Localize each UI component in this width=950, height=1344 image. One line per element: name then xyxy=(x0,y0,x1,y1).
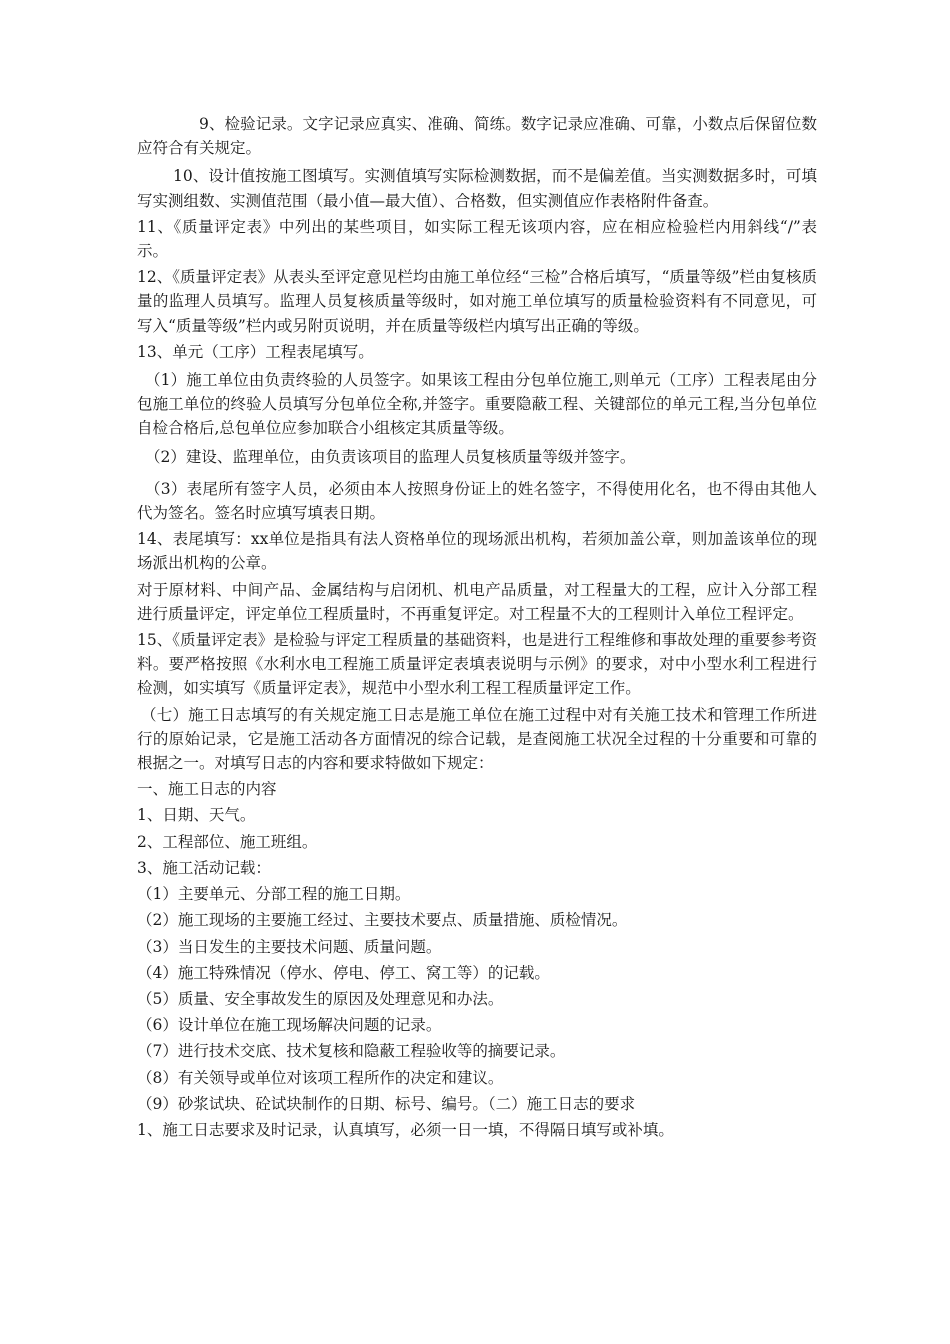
paragraph-13-table-footer: 13、单元（工序）工程表尾填写。 xyxy=(137,342,374,361)
list-item-activity-records: 3、施工活动记载： xyxy=(137,858,271,877)
paragraph-15-evaluation-forms: 15、《质量评定表》是检验与评定工程质量的基础资料，也是进行工程维修和事故处理的重要参考资料。要严格按照《水利水电工程施工质量评定表填表说明与示例》的要求，对中小型水利工程进行检测，如实填写《质量评定表》，规范中小型水利工程工程质量评定工作。 xyxy=(137,631,817,698)
list-item-sub-3: （3）当日发生的主要技术问题、质量问题。 xyxy=(137,937,442,956)
paragraph-10-design-values: 10、设计值按施工图填写。实测值填写实际检测数据，而不是偏差值。当实测数据多时，可填写实测组数、实测值范围（最小值—最大值）、合格数，但实测值应作表格附件备查。 xyxy=(137,167,817,210)
heading-log-contents: 一、施工日志的内容 xyxy=(137,780,277,799)
list-item-location-team: 2、工程部位、施工班组。 xyxy=(137,832,318,851)
list-item-sub-8: （8）有关领导或单位对该项工程所作的决定和建议。 xyxy=(137,1068,504,1087)
list-item-sub-1: （1）主要单元、分部工程的施工日期。 xyxy=(137,885,411,904)
paragraph-13-3-signature-rules: （3）表尾所有签字人员，必须由本人按照身份证上的姓名签字，不得使用化名，也不得由其他人代为签名。签名时应填写填表日期。 xyxy=(137,479,817,523)
paragraph-log-requirement-1: 1、施工日志要求及时记录，认真填写，必须一日一填，不得隔日填写或补填。 xyxy=(137,1120,674,1139)
paragraph-13-2-supervisor-sign: （2）建设、监理单位，由负责该项目的监理人员复核质量等级并签字。 xyxy=(145,447,636,466)
list-item-sub-6: （6）设计单位在施工现场解决问题的记录。 xyxy=(137,1016,442,1035)
document-body xyxy=(137,112,817,1142)
paragraph-11-slash-marking: 11、《质量评定表》中列出的某些项目，如实际工程无该项内容，应在相应检验栏内用斜线“/”表示。 xyxy=(137,217,817,261)
list-item-date-weather: 1、日期、天气。 xyxy=(137,806,256,825)
list-item-sub-7: （7）进行技术交底、技术复核和隐蔽工程验收等的摘要记录。 xyxy=(137,1042,566,1061)
paragraph-14-footer-unit: 14、表尾填写：xx单位是指具有法人资格单位的现场派出机构，若须加盖公章，则加盖该单位的现场派出机构的公章。 xyxy=(137,530,817,573)
paragraph-9-inspection-records: 9、检验记录。文字记录应真实、准确、简练。数字记录应准确、可靠，小数点后保留位数应符合有关规定。 xyxy=(137,115,817,158)
list-item-sub-4: （4）施工特殊情况（停水、停电、停工、窝工等）的记载。 xyxy=(137,963,550,982)
list-item-sub-2: （2）施工现场的主要施工经过、主要技术要点、质量措施、质检情况。 xyxy=(137,911,628,930)
list-item-sub-5: （5）质量、安全事故发生的原因及处理意见和办法。 xyxy=(137,989,504,1008)
paragraph-13-1-contractor-sign: （1）施工单位由负责终验的人员签字。如果该工程由分包单位施工,则单元（工序）工程表尾由分包施工单位的终验人员填写分包单位全称,并签字。重要隐蔽工程、关键部位的单元工程,当分包单位自检合格后,总包单位应参加联合小组核定其质量等级。 xyxy=(137,371,817,438)
paragraph-raw-materials: 对于原材料、中间产品、金属结构与启闭机、机电产品质量，对工程量大的工程，应计入分部工程进行质量评定，评定单位工程质量时，不再重复评定。对工程量不大的工程则计入单位工程评定。 xyxy=(137,580,817,623)
list-item-sub-9: （9）砂浆试块、砼试块制作的日期、标号、编号。（二）施工日志的要求 xyxy=(137,1094,636,1113)
paragraph-12-quality-grade: 12、《质量评定表》从表头至评定意见栏均由施工单位经“三检”合格后填写，“质量等级”栏由复核质量的监理人员填写。监理人员复核质量等级时，如对施工单位填写的质量检验资料有不同意见，可写入“质量等级”栏内或另附页说明，并在质量等级栏内填写出正确的等级。 xyxy=(137,268,817,335)
paragraph-7-construction-log: （七）施工日志填写的有关规定施工日志是施工单位在施工过程中对有关施工技术和管理工作所进行的原始记录，它是施工活动各方面情况的综合记载，是查阅施工状况全过程的十分重要和可靠的根据之一。对填写日志的内容和要求特做如下规定： xyxy=(137,705,817,773)
